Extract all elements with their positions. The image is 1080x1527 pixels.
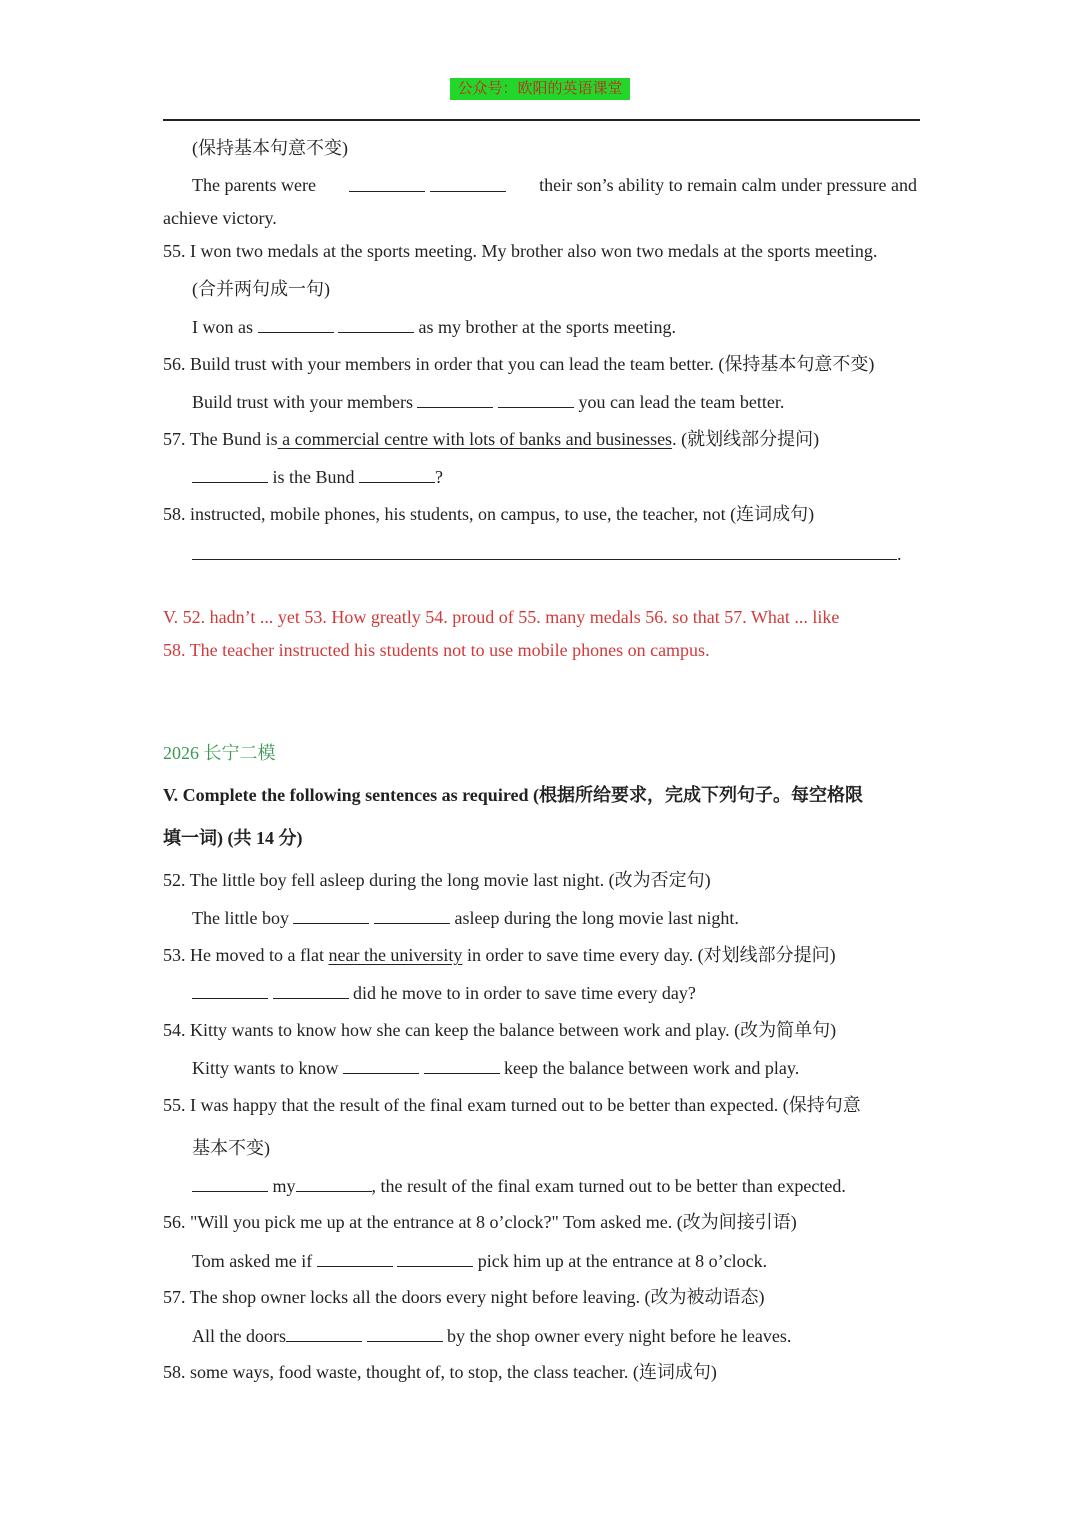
section-heading-b: 填一词) (共 14 分): [163, 828, 303, 848]
answer-key-line-1: V. 52. hadn’t ... yet 53. How greatly 54. proud of 55. many medals 56. so that 57. What ... like: [163, 607, 840, 627]
q54-blanks: [349, 173, 506, 198]
blank: [293, 905, 369, 924]
q55-question: 55. I won two medals at the sports meeting. My brother also won two medals at the sports meeting.: [163, 241, 878, 261]
q54-ans-text-a: The parents were: [192, 175, 316, 195]
blank: [374, 905, 450, 924]
q58-answer-line: [192, 541, 902, 566]
s-q57-ans-b: by the shop owner every night before he leaves.: [447, 1326, 792, 1346]
q56-ans-text-b: you can lead the team better.: [578, 392, 785, 412]
s-q56-ans-a: Tom asked me if: [192, 1251, 313, 1271]
s-q54-ans-a: Kitty wants to know: [192, 1058, 339, 1078]
q55-requirement: (合并两句成一句): [192, 279, 330, 299]
s-q53-text-b: in order to save time every day. (对划线部分提问): [462, 945, 836, 965]
q57-question: [163, 427, 819, 451]
q55-ans-text-b: as my brother at the sports meeting.: [418, 317, 676, 337]
q55-answer-line: [192, 314, 676, 339]
s-q56-answer-line: [192, 1248, 767, 1273]
s-q55-question-a: 55. I was happy that the result of the final exam turned out to be better than expected. (保持句意: [163, 1095, 861, 1115]
q57-text-a: 57. The Bund is: [163, 429, 278, 449]
s-q55-question-b: 基本不变): [192, 1138, 270, 1158]
q57-answer-line: [192, 464, 443, 489]
s-q52-question: 52. The little boy fell asleep during the long movie last night. (改为否定句): [163, 870, 711, 890]
s-q53-question: [163, 943, 836, 967]
q58-question: 58. instructed, mobile phones, his students, on campus, to use, the teacher, not (连词成句): [163, 504, 815, 524]
q57-underlined: a commercial centre with lots of banks and businesses: [277, 429, 673, 449]
blank: [424, 1055, 500, 1074]
s-q57-question: 57. The shop owner locks all the doors every night before leaving. (改为被动语态): [163, 1287, 765, 1307]
q56-ans-text-a: Build trust with your members: [192, 392, 413, 412]
blank: [286, 1323, 362, 1342]
q58-end: .: [897, 544, 902, 564]
blank: [273, 980, 349, 999]
s-q53-underlined: near the university: [328, 945, 463, 965]
q55-ans-text-a: I won as: [192, 317, 253, 337]
s-q53-answer-line: [192, 980, 696, 1005]
s-q52-ans-b: asleep during the long movie last night.: [454, 908, 739, 928]
s-q55-ans-my: my: [272, 1176, 296, 1196]
blank: [338, 314, 414, 333]
blank: [349, 173, 425, 192]
header-rule: [163, 119, 920, 121]
blank: [343, 1055, 419, 1074]
q54-requirement: (保持基本句意不变): [192, 138, 348, 158]
s-q54-answer-line: [192, 1055, 799, 1080]
s-q56-ans-b: pick him up at the entrance at 8 o’clock.: [477, 1251, 768, 1271]
section-heading-a: V. Complete the following sentences as required (根据所给要求，完成下列句子。每空格限: [163, 785, 863, 805]
q54-ans-text-b: their son’s ability to remain calm under pressure and: [539, 175, 917, 195]
q56-question: 56. Build trust with your members in order that you can lead the team better. (保持基本句意不变): [163, 354, 875, 374]
blank: [192, 541, 897, 560]
answer-key-line-2: 58. The teacher instructed his students not to use mobile phones on campus.: [163, 640, 710, 660]
q57-ans-text-a: is the Bund: [272, 467, 355, 487]
blank: [417, 389, 493, 408]
s-q53-ans: did he move to in order to save time every day?: [353, 983, 696, 1003]
s-q56-question: 56. "Will you pick me up at the entrance at 8 o’clock?" Tom asked me. (改为间接引语): [163, 1212, 797, 1232]
s-q54-ans-b: keep the balance between work and play.: [504, 1058, 800, 1078]
blank: [258, 314, 334, 333]
s-q55-ans-b: , the result of the final exam turned out to be better than expected.: [371, 1176, 846, 1196]
blank: [317, 1248, 393, 1267]
blank: [397, 1248, 473, 1267]
blank: [430, 173, 506, 192]
blank: [498, 389, 574, 408]
section-title: 2026 长宁二模: [163, 743, 276, 763]
blank: [359, 464, 435, 483]
q57-text-b: . (就划线部分提问): [672, 429, 820, 449]
q54-ans-text-c: achieve victory.: [163, 208, 277, 228]
blank: [192, 464, 268, 483]
blank: [296, 1173, 372, 1192]
s-q52-answer-line: [192, 905, 739, 930]
q54-answer-line: [192, 173, 917, 198]
blank: [367, 1323, 443, 1342]
s-q54-question: 54. Kitty wants to know how she can keep the balance between work and play. (改为简单句): [163, 1020, 837, 1040]
blank: [192, 980, 268, 999]
blank: [192, 1173, 268, 1192]
q56-answer-line: [192, 389, 784, 414]
s-q53-text-a: 53. He moved to a flat: [163, 945, 329, 965]
s-q58-question: 58. some ways, food waste, thought of, to stop, the class teacher. (连词成句): [163, 1362, 717, 1382]
header-tag: 公众号：欧阳的英语课堂: [450, 78, 630, 100]
q57-ans-text-b: ?: [435, 467, 444, 487]
s-q57-answer-line: [192, 1323, 791, 1348]
s-q52-ans-a: The little boy: [192, 908, 289, 928]
s-q55-answer-line: [192, 1173, 846, 1198]
s-q57-ans-a: All the doors: [192, 1326, 286, 1346]
